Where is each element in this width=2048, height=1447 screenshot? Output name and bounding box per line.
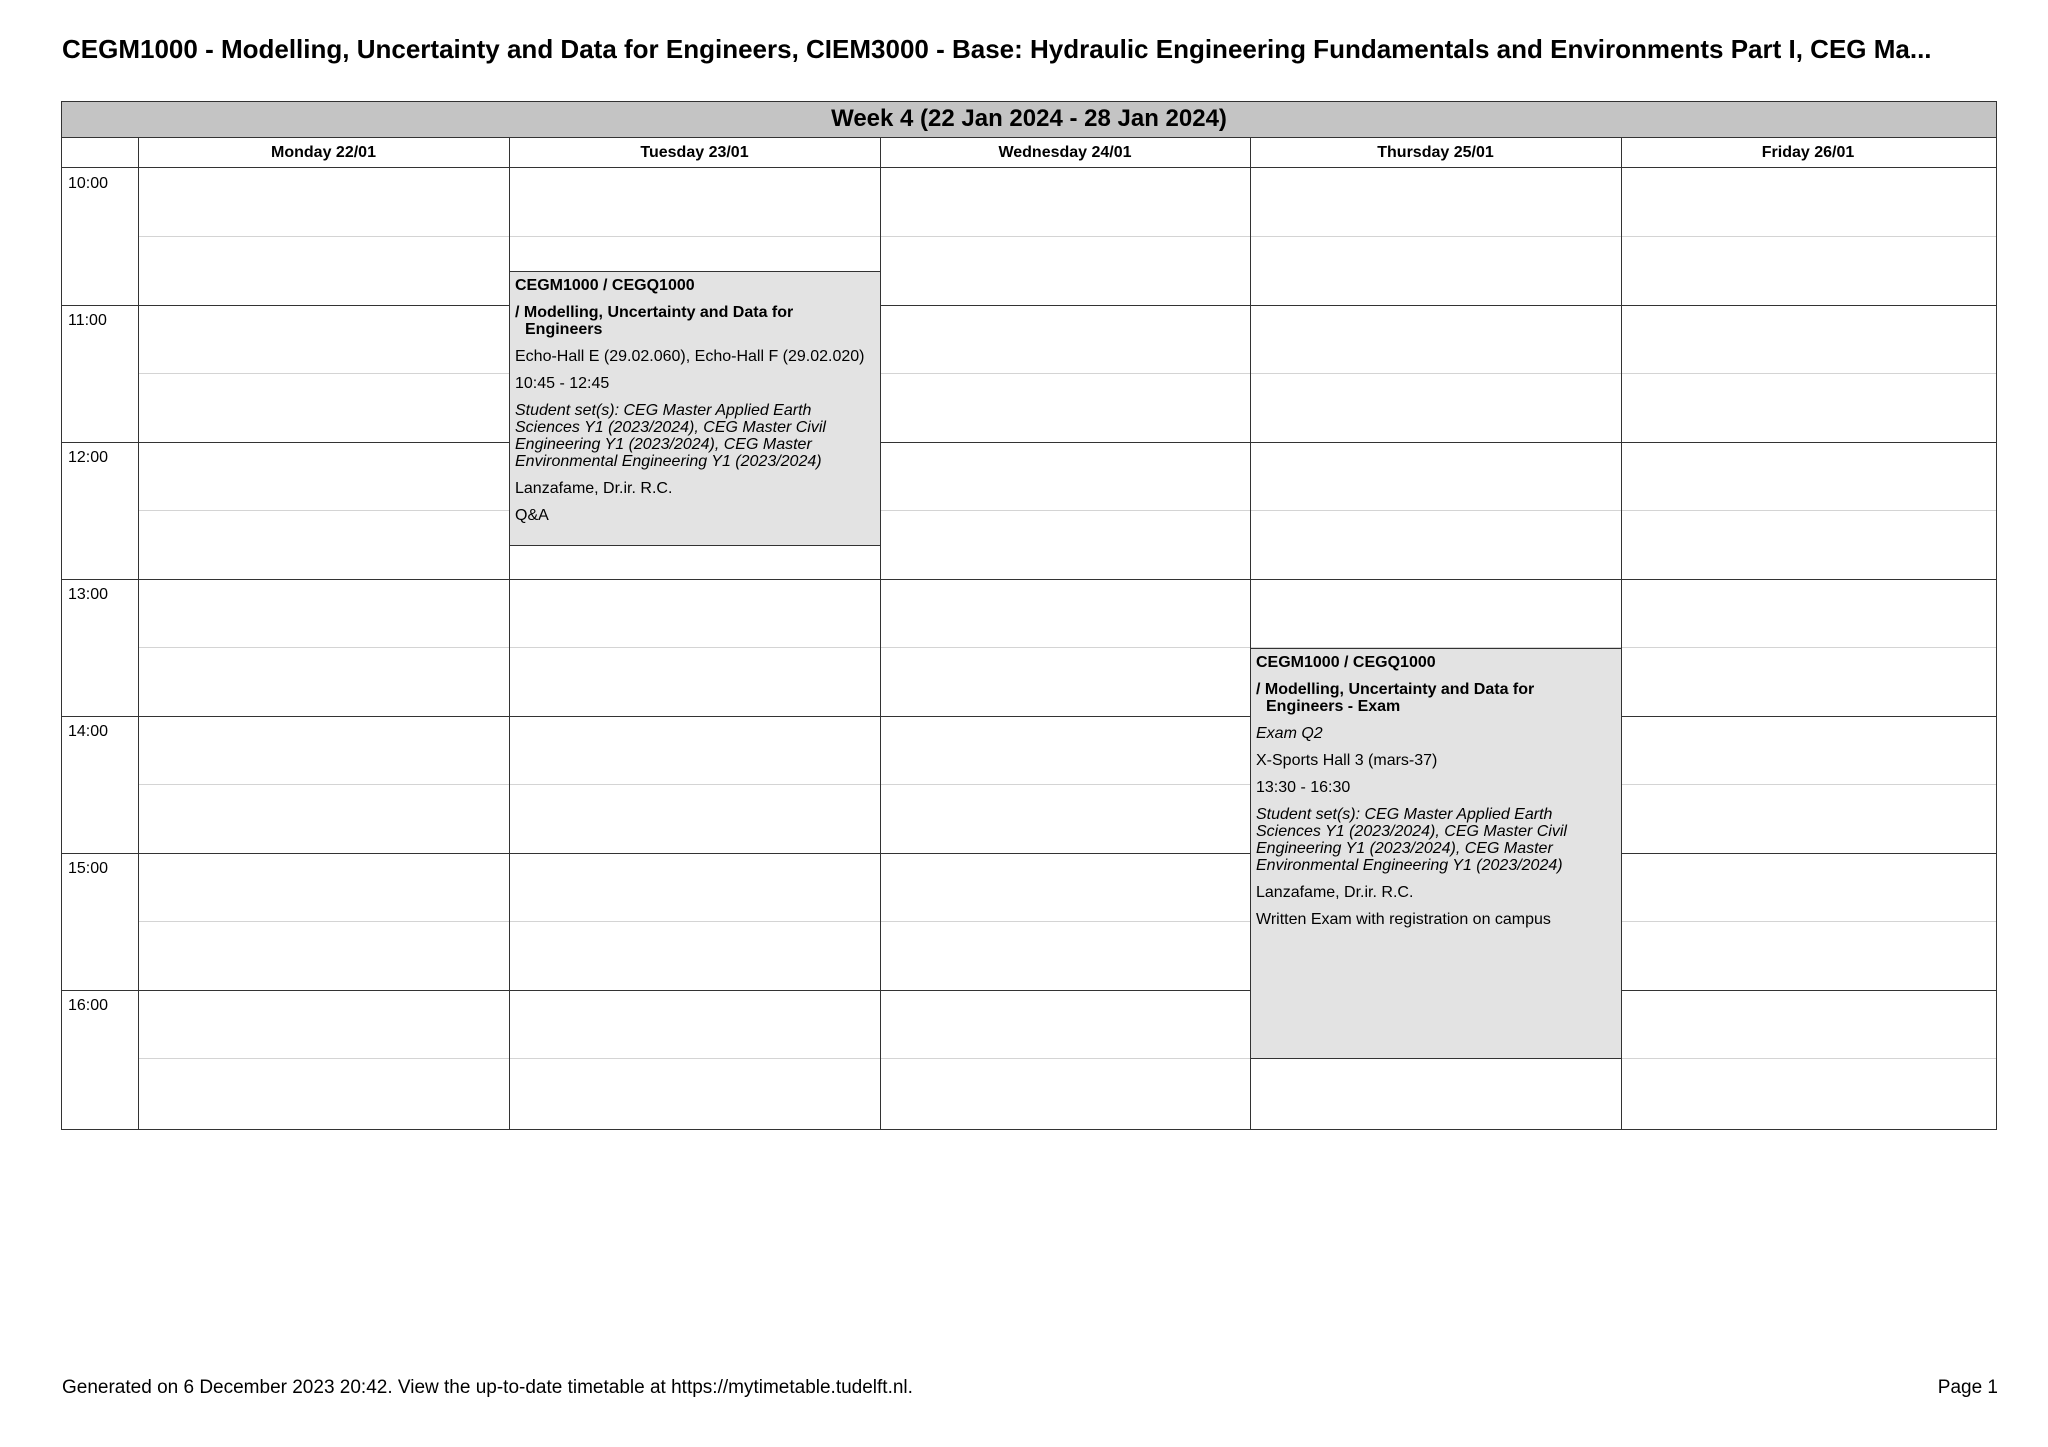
- event-staff: Lanzafame, Dr.ir. R.C.: [515, 480, 673, 497]
- column-divider: [880, 168, 881, 1129]
- half-hour-line: [138, 510, 1996, 511]
- event-name: / Modelling, Uncertainty and Data for Engineers - Exam: [1256, 681, 1535, 715]
- half-hour-line: [138, 373, 1996, 374]
- hour-line: [62, 853, 1996, 854]
- time-label: 12:00: [68, 449, 109, 466]
- event-code: CEGM1000 / CEGQ1000: [515, 277, 695, 294]
- hour-line: [62, 442, 1996, 443]
- event-description: Exam Q2: [1256, 725, 1323, 742]
- half-hour-line: [138, 921, 1996, 922]
- event-time: 13:30 - 16:30: [1256, 779, 1351, 796]
- day-header-thursday: Thursday 25/01: [1377, 144, 1494, 161]
- footer-generated: Generated on 6 December 2023 20:42. View the up-to-date timetable at https://mytimetable.tudelft.nl.: [62, 1377, 913, 1398]
- half-hour-line: [138, 784, 1996, 785]
- event-student-sets: Student set(s): CEG Master Applied Earth Sciences Y1 (2023/2024), CEG Master Civil Engineering Y1 (2023/2024), CEG Master Environmental Engineering Y1 (2023/2024): [515, 402, 826, 470]
- day-header-row: [62, 138, 1996, 168]
- half-hour-line: [138, 236, 1996, 237]
- event-time: 10:45 - 12:45: [515, 375, 610, 392]
- time-label: 11:00: [68, 312, 107, 329]
- event-card-thursday-exam[interactable]: [1251, 648, 1621, 1059]
- event-type: Q&A: [515, 507, 549, 524]
- column-divider: [509, 168, 510, 1129]
- half-hour-line: [138, 1058, 1996, 1059]
- time-label: 16:00: [68, 997, 109, 1014]
- column-divider: [138, 168, 139, 1129]
- half-hour-line: [138, 647, 1996, 648]
- day-header-friday: Friday 26/01: [1761, 144, 1855, 161]
- time-label: 10:00: [68, 175, 109, 192]
- timetable: [61, 101, 1997, 1130]
- event-staff: Lanzafame, Dr.ir. R.C.: [1256, 884, 1414, 901]
- event-name: / Modelling, Uncertainty and Data for Engineers: [515, 304, 794, 338]
- time-label: 14:00: [68, 723, 109, 740]
- timetable-grid: [62, 168, 1996, 1129]
- page-title: CEGM1000 - Modelling, Uncertainty and Data for Engineers, CIEM3000 - Base: Hydraulic Engineering Fundamentals and Environments Part I, CEG Ma...: [62, 34, 1932, 64]
- hour-line: [62, 990, 1996, 991]
- day-header-tuesday: Tuesday 23/01: [640, 144, 749, 161]
- event-card-tuesday-qa[interactable]: [510, 271, 880, 546]
- column-divider: [1621, 168, 1622, 1129]
- time-label: 15:00: [68, 860, 109, 877]
- hour-line: [62, 716, 1996, 717]
- event-code: CEGM1000 / CEGQ1000: [1256, 654, 1436, 671]
- event-type: Written Exam with registration on campus: [1256, 911, 1551, 928]
- hour-line: [62, 305, 1996, 306]
- event-location: X-Sports Hall 3 (mars-37): [1256, 752, 1438, 769]
- time-label: 13:00: [68, 586, 109, 603]
- event-location: Echo-Hall E (29.02.060), Echo-Hall F (29.02.020): [515, 348, 865, 365]
- day-header-wednesday: Wednesday 24/01: [998, 144, 1132, 161]
- day-header-monday: Monday 22/01: [271, 144, 376, 161]
- week-header: Week 4 (22 Jan 2024 - 28 Jan 2024): [62, 102, 1996, 138]
- hour-line: [62, 579, 1996, 580]
- event-student-sets: Student set(s): CEG Master Applied Earth Sciences Y1 (2023/2024), CEG Master Civil Engineering Y1 (2023/2024), CEG Master Environmental Engineering Y1 (2023/2024): [1256, 806, 1567, 874]
- footer-page-number: Page 1: [1937, 1377, 1998, 1398]
- column-divider: [1250, 168, 1251, 1129]
